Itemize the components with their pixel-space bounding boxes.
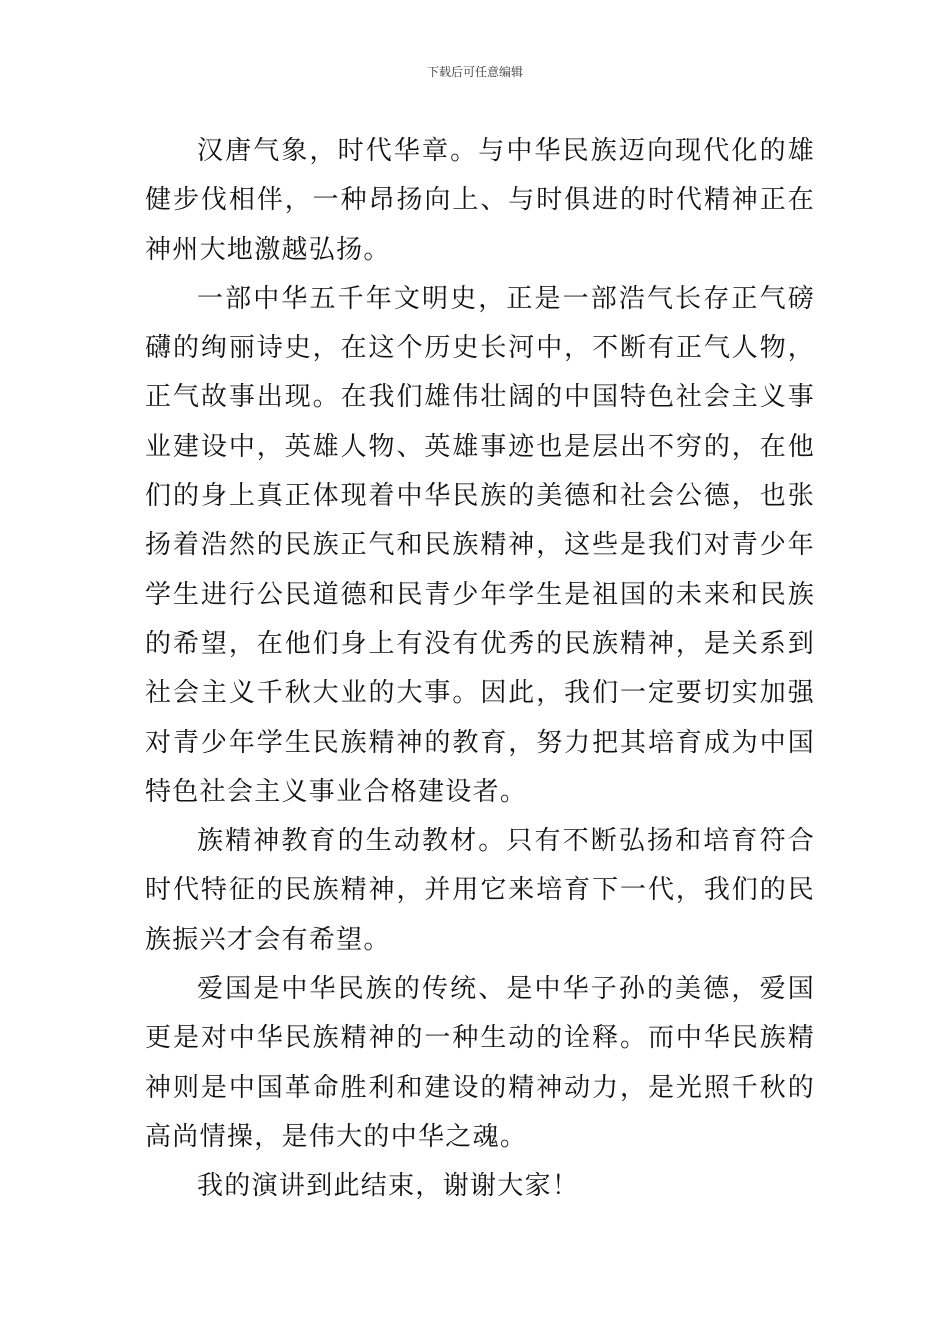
- page-header: 下载后可任意编辑: [426, 65, 523, 79]
- paragraph-5: 我的演讲到此结束，谢谢大家！: [197, 1171, 580, 1202]
- paragraph-3: 族精神教育的生动教材。只有不断弘扬和培育符合时代特征的民族精神，并用它来培育下一代，我们的民族振兴才会有希望。: [145, 826, 815, 955]
- paragraph-1: 汉唐气象，时代华章。与中华民族迈向现代化的雄健步伐相伴，一种昂扬向上、与时俱进的时代精神正在神州大地激越弘扬。: [145, 136, 815, 265]
- paragraph-4: 爱国是中华民族的传统、是中华子孙的美德，爱国更是对中华民族精神的一种生动的诠释。而中华民族精神则是中国革命胜利和建设的精神动力，是光照千秋的高尚情操，是伟大的中华之魂。: [145, 974, 815, 1152]
- paragraph-2: 一部中华五千年文明史，正是一部浩气长存正气磅礴的绚丽诗史，在这个历史长河中，不断有正气人物，正气故事出现。在我们雄伟壮阔的中国特色社会主义事业建设中，英雄人物、英雄事迹也是层出不穷的，在他们的身上真正体现着中华民族的美德和社会公德，也张扬着浩然的民族正气和民族精神，这些是我们对青少年学生进行公民道德和民青少年学生是祖国的未来和民族的希望，在他们身上有没有优秀的民族精神，是关系到社会主义千秋大业的大事。因此，我们一定要切实加强对青少年学生民族精神的教育，努力把其培育成为中国特色社会主义事业合格建设者。: [145, 283, 815, 807]
- document-body: [145, 127, 815, 1212]
